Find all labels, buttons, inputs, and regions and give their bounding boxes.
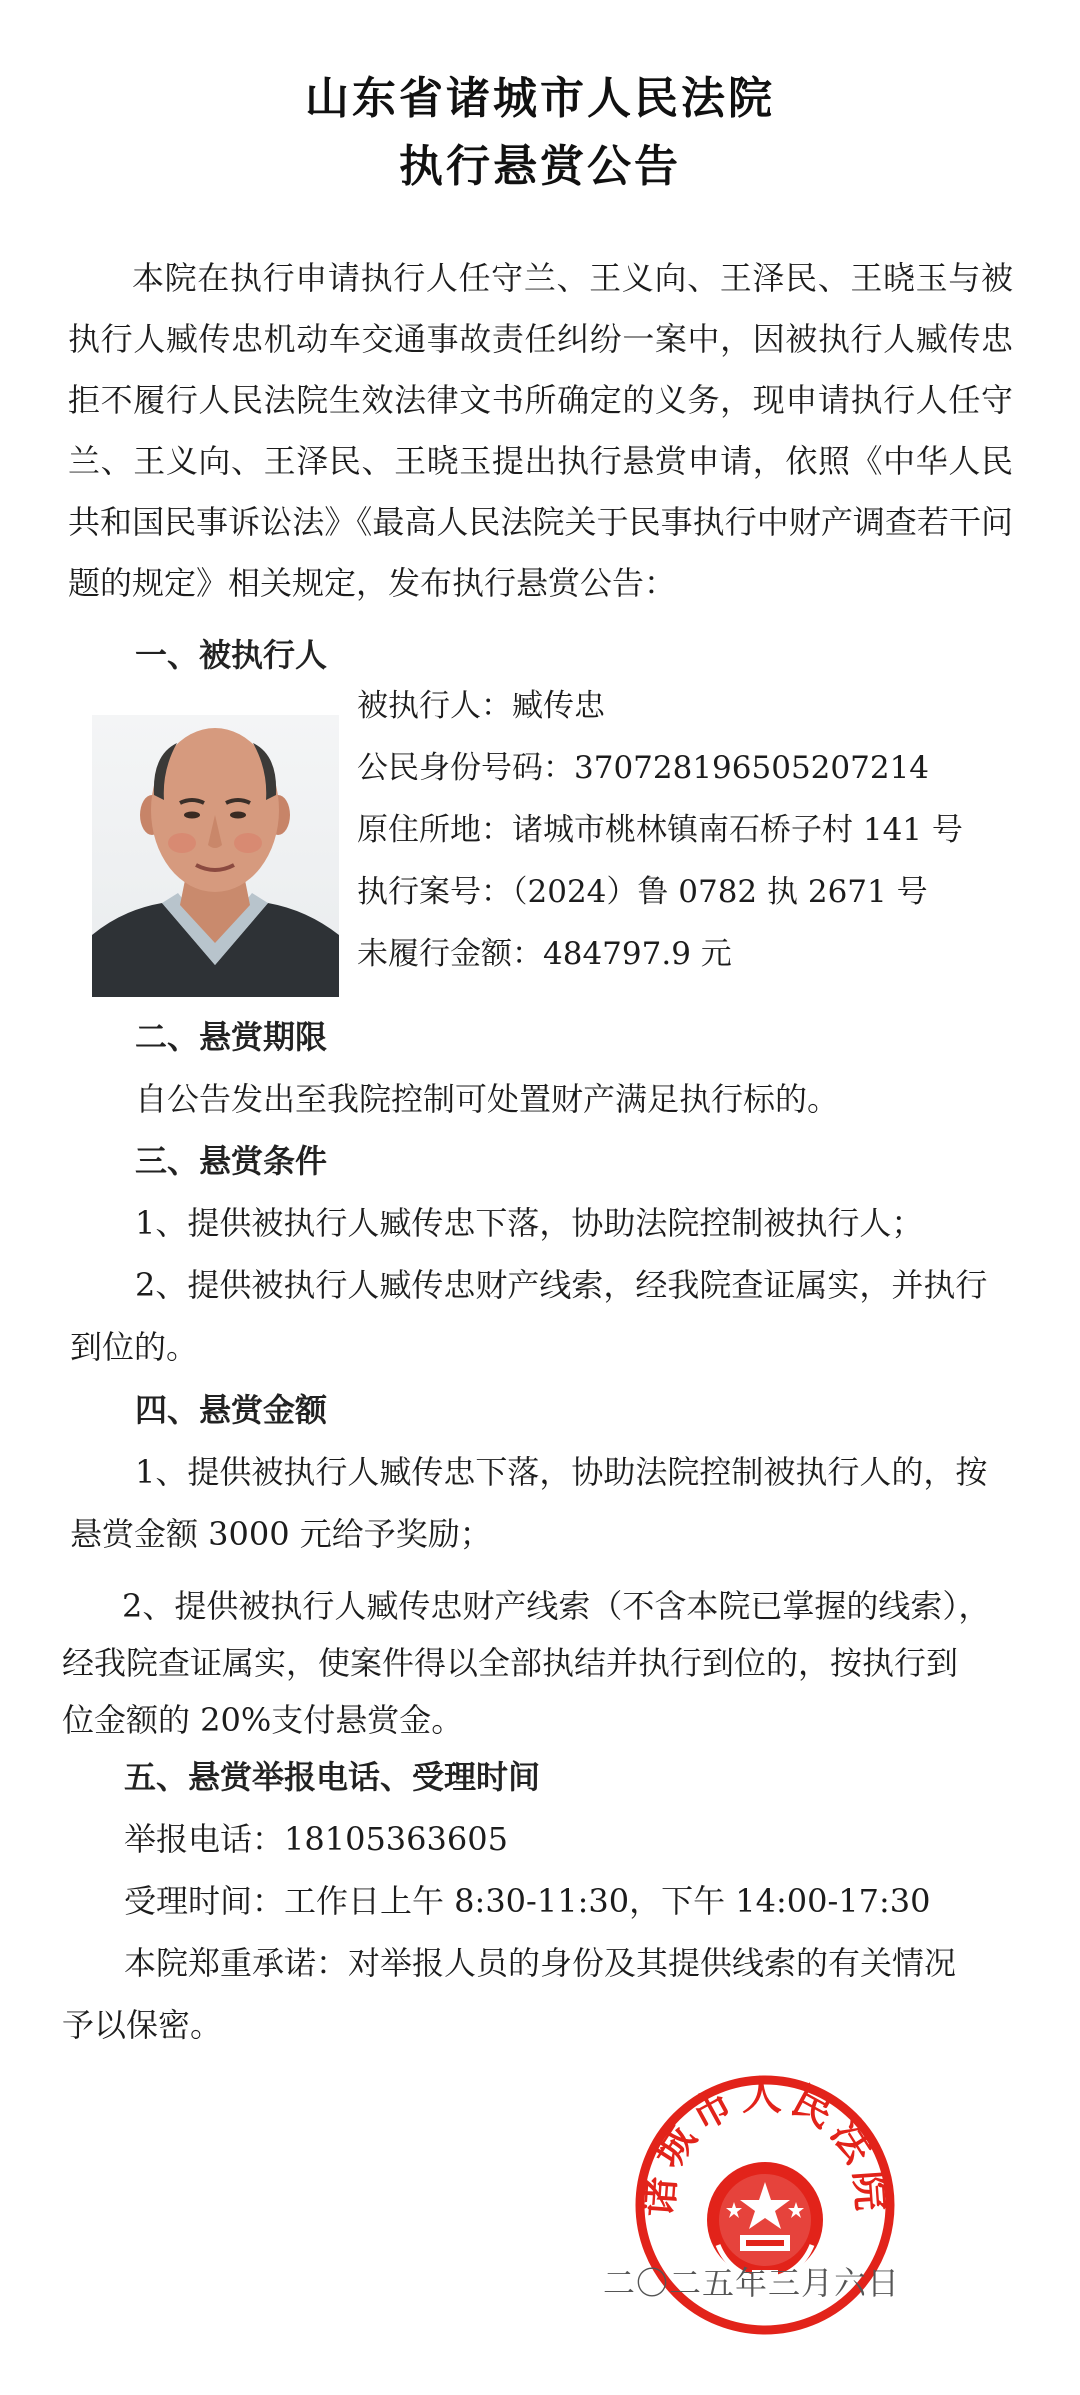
report-phone: 举报电话：18105363605 [124,1820,508,1858]
section-heading-contact: 五、悬赏举报电话、受理时间 [124,1758,541,1796]
promise-line1: 本院郑重承诺：对举报人员的身份及其提供线索的有关情况 [124,1944,957,1982]
reward-item-1-line2: 悬赏金额 3000 元给予奖励； [70,1515,492,1553]
debtor-address: 原住所地：诸城市桃林镇南石桥子村 141 号 [357,812,963,848]
section-heading-debtor: 一、被执行人 [135,636,328,674]
case-number: 执行案号：（2024）鲁 0782 执 2671 号 [357,874,928,910]
period-text: 自公告发出至我院控制可处置财产满足执行标的。 [135,1080,840,1118]
reward-item-2-line3: 位金额的 20%支付悬赏金。 [62,1701,464,1739]
section-heading-period: 二、悬赏期限 [135,1018,328,1056]
condition-item-2-line1: 2、提供被执行人臧传忠财产线索，经我院查证属实，并执行 [135,1266,988,1304]
reward-item-1-line1: 1、提供被执行人臧传忠下落，协助法院控制被执行人的，按 [135,1453,988,1491]
unpaid-amount: 未履行金额：484797.9 元 [357,936,732,972]
condition-item-2-line2: 到位的。 [70,1328,199,1366]
court-name: 山东省诸城市人民法院 [305,73,775,124]
seal-text: 诸城市人民法院 [635,2072,895,2219]
reward-item-2-line2: 经我院查证属实，使案件得以全部执结并执行到位的，按执行到 [62,1644,959,1682]
announcement-title: 执行悬赏公告 [399,141,681,192]
debtor-photo [92,715,339,997]
promise-line2: 予以保密。 [62,2006,223,2044]
section-heading-conditions: 三、悬赏条件 [135,1142,328,1180]
announcement-date: 二〇二五年三月六日 [603,2264,901,2302]
section-heading-amount: 四、悬赏金额 [135,1391,328,1429]
report-hours: 受理时间：工作日上午 8:30-11:30，下午 14:00-17:30 [124,1882,931,1920]
reward-item-2-line1: 2、提供被执行人臧传忠财产线索（不含本院已掌握的线索）， [122,1587,991,1625]
debtor-id-number: 公民身份号码：370728196505207214 [357,750,930,786]
debtor-name: 被执行人：臧传忠 [357,688,605,724]
intro-paragraph: 本院在执行申请执行人任守兰、王义向、王泽民、王晓玉与被执行人臧传忠机动车交通事故责任纠纷一案中，因被执行人臧传忠拒不履行人民法院生效法律文书所确定的义务，现申请执行人任守兰、王义向、王泽民、王晓玉提出执行悬赏申请，依照《中华人民共和国民事诉讼法》《最高人民法院关于民事执行中财产调查若干问题的规定》相关规定，发布执行悬赏公告： [68,259,1013,602]
condition-item-1: 1、提供被执行人臧传忠下落，协助法院控制被执行人； [135,1204,924,1242]
